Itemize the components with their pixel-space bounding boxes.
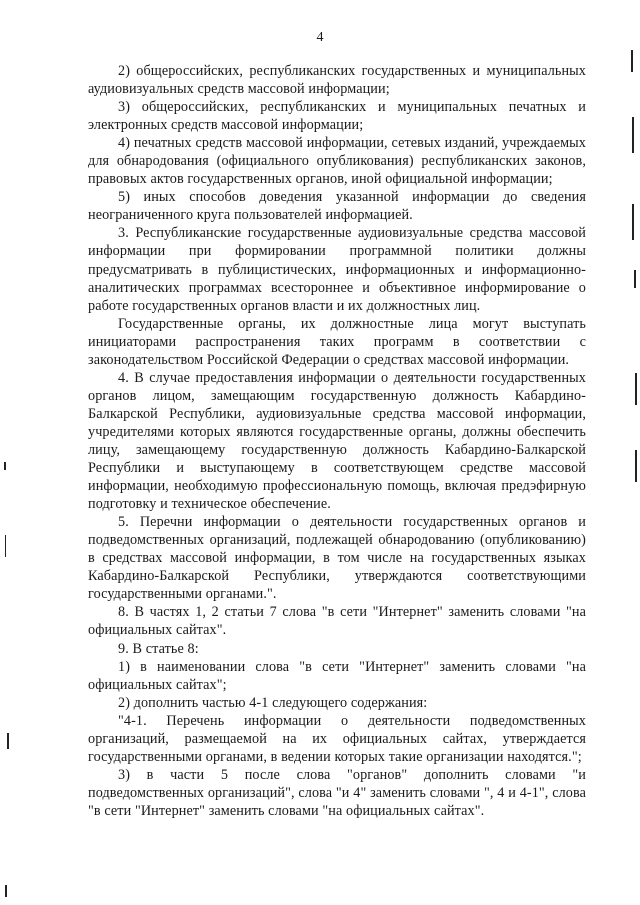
- paragraph: Государственные органы, их должностные лица могут выступать инициаторами распространения таких программ в соответствии с законодательством Российской Федерации о средствах массовой информации.: [88, 315, 586, 368]
- scan-edge-mark: [4, 462, 6, 470]
- paragraph: 2) дополнить частью 4-1 следующего содержания:: [118, 694, 428, 711]
- paragraph: "4-1. Перечень информации о деятельности подведомственных организаций, размещаемой на их официальных сайтах, утверждается государственными органами, в ведении которых такие организации находятся.";: [88, 712, 586, 765]
- paragraph: 8. В частях 1, 2 статьи 7 слова "в сети "Интернет" заменить словами "на официальных сайтах".: [88, 604, 586, 639]
- paragraph: 2) общероссийских, республиканских государственных и муниципальных аудиовизуальных средств массовой информации;: [88, 63, 586, 98]
- document-body: [88, 62, 586, 820]
- paragraph: 9. В статье 8:: [118, 640, 199, 657]
- paragraph: 4) печатных средств массовой информации, сетевых изданий, учреждаемых для обнародования (официального опубликования) республиканских законов, правовых актов государственных органов, иной официальной информации;: [88, 135, 586, 188]
- scan-edge-mark: [635, 373, 637, 405]
- scan-edge-mark: [5, 535, 6, 557]
- paragraph: 3) общероссийских, республиканских и муниципальных печатных и электронных средств массовой информации;: [88, 99, 586, 134]
- paragraph: 4. В случае предоставления информации о деятельности государственных органов лицом, замещающим государственную должность Кабардино-Балкарской Республики, аудиовизуальные средства массовой информации, учредителями которых являются государственные органы, должны обеспечить лицу, замещающему государственную должность Кабардино-Балкарской Республики и выступающему в соответствующем средстве массовой информации, необходимую профессиональную помощь, включая предэфирную подготовку и техническое обеспечение.: [88, 369, 586, 513]
- page-number: 4: [316, 30, 324, 45]
- scan-edge-mark: [632, 117, 634, 153]
- paragraph: 5) иных способов доведения указанной информации до сведения неограниченного круга пользователей информацией.: [88, 189, 586, 224]
- scan-edge-mark: [634, 270, 636, 288]
- paragraph: 1) в наименовании слова "в сети "Интернет" заменить словами "на официальных сайтах";: [88, 658, 586, 693]
- scan-edge-mark: [635, 450, 637, 482]
- paragraph: 3. Республиканские государственные аудиовизуальные средства массовой информации при формировании программной политики должны предусматривать в публицистических, информационных и информационно-аналитических программах всестороннее и объективное информирование о работе государственных органов власти и их должностных лиц.: [88, 225, 586, 314]
- scan-edge-mark: [7, 733, 9, 749]
- scan-edge-mark: [631, 50, 633, 72]
- scan-edge-mark: [632, 204, 634, 240]
- paragraph: 5. Перечни информации о деятельности государственных органов и подведомственных организаций, подлежащей обнародованию (опубликованию) в средствах массовой информации, в том числе на государственных языках Кабардино-Балкарской Республики, утверждаются соответствующими государственными органами.".: [88, 514, 586, 603]
- paragraph: 3) в части 5 после слова "органов" дополнить словами "и подведомственных организаций", слова "и 4" заменить словами ", 4 и 4-1", слова "в сети "Интернет" заменить словами "на официальных сайтах".: [88, 766, 586, 819]
- scan-edge-mark: [5, 885, 7, 897]
